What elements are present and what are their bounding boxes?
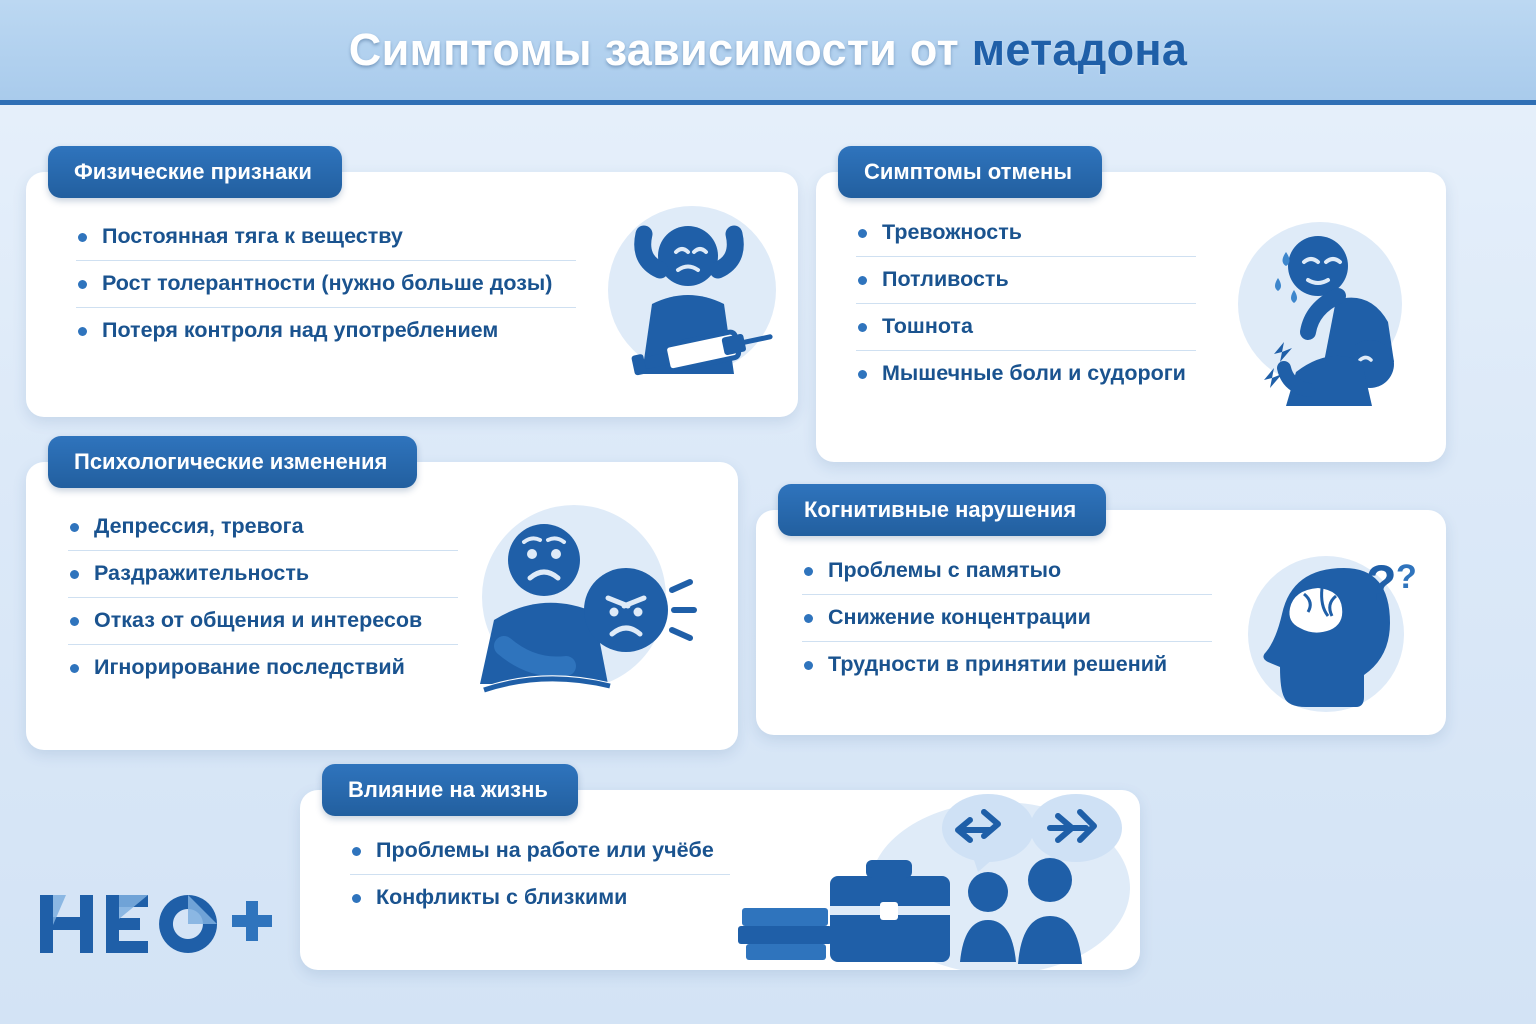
person-headache-syringe-icon <box>574 194 804 394</box>
card-life-title: Влияние на жизнь <box>322 764 578 816</box>
list-item: Проблемы с памятыо <box>802 558 1212 595</box>
card-life <box>300 777 1140 970</box>
list-item: Депрессия, тревога <box>68 514 458 551</box>
list-item: Рост толерантности (нужно больше дозы) <box>76 271 576 308</box>
list-item: Тревожность <box>856 220 1196 257</box>
svg-text:?: ? <box>1396 558 1417 596</box>
list-item: Игнорирование последствий <box>68 655 458 691</box>
card-psychological-title: Психологические изменения <box>48 436 417 488</box>
list-item: Потеря контроля над употреблением <box>76 318 576 354</box>
card-life-list <box>350 838 730 931</box>
list-item: Постоянная тяга к веществу <box>76 224 576 261</box>
person-sweating-cramps-icon <box>1208 204 1438 439</box>
sad-angry-faces-icon <box>444 492 704 727</box>
briefcase-books-conflict-icon <box>720 780 1140 970</box>
card-withdrawal-list <box>856 220 1196 407</box>
card-physical <box>26 159 798 417</box>
card-physical-list <box>76 224 576 364</box>
head-brain-question-icon <box>1226 542 1436 732</box>
brand-logo <box>36 885 276 965</box>
page-title <box>349 24 1187 76</box>
card-withdrawal <box>816 159 1446 462</box>
page-title-accent: метадона <box>971 24 1188 75</box>
list-item: Отказ от общения и интересов <box>68 608 458 645</box>
card-cognitive-title: Когнитивные нарушения <box>778 484 1106 536</box>
list-item: Потливость <box>856 267 1196 304</box>
list-item: Конфликты с близкими <box>350 885 730 921</box>
card-cognitive-list <box>802 558 1212 698</box>
page-title-main: Симптомы зависимости от <box>348 24 972 75</box>
list-item: Трудности в принятии решений <box>802 652 1212 688</box>
card-physical-title: Физические признаки <box>48 146 342 198</box>
card-psychological <box>26 449 738 750</box>
card-withdrawal-title: Симптомы отмены <box>838 146 1102 198</box>
card-cognitive <box>756 497 1446 735</box>
list-item: Снижение концентрации <box>802 605 1212 642</box>
list-item: Тошнота <box>856 314 1196 351</box>
list-item: Раздражительность <box>68 561 458 598</box>
list-item: Мышечные боли и судороги <box>856 361 1196 397</box>
card-psychological-list <box>68 514 458 701</box>
list-item: Проблемы на работе или учёбе <box>350 838 730 875</box>
svg-text:?: ? <box>1366 555 1397 611</box>
page-header <box>0 0 1536 105</box>
